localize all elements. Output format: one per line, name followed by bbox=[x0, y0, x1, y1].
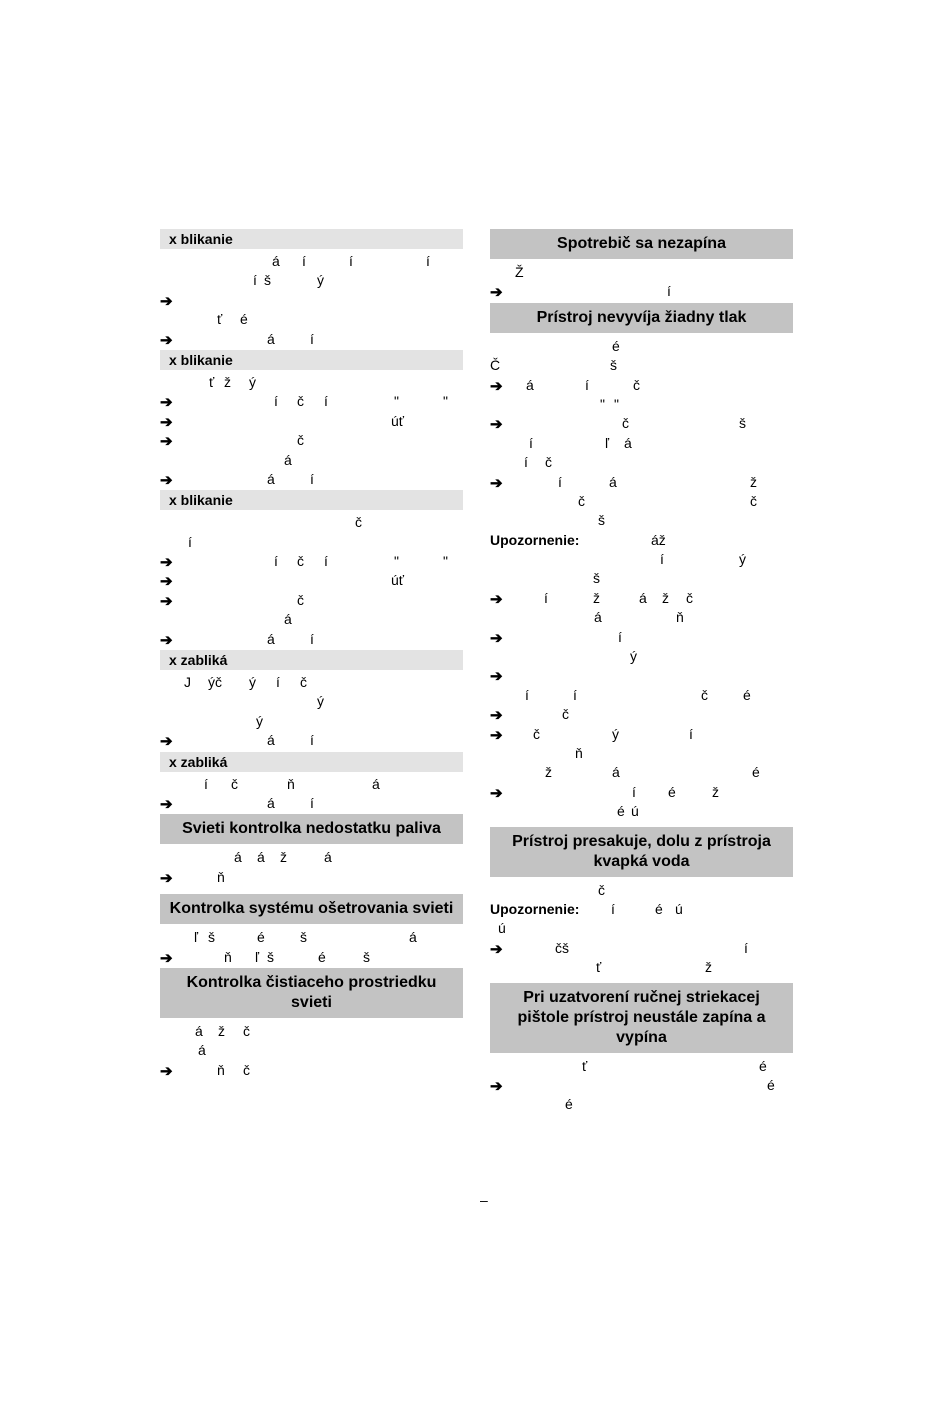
text-fragment: ň bbox=[217, 868, 225, 885]
text-fragment: í bbox=[274, 553, 278, 570]
text-line bbox=[490, 435, 793, 454]
text-fragment: á bbox=[409, 929, 417, 946]
text-fragment: í bbox=[744, 939, 748, 956]
text-fragment: č bbox=[750, 492, 757, 509]
text-fragment: č bbox=[297, 393, 304, 410]
section-heading: Kontrolka systému ošetrovania svieti bbox=[160, 894, 463, 924]
text-line bbox=[160, 611, 463, 630]
text-line bbox=[160, 393, 463, 412]
text-fragment: á bbox=[267, 732, 275, 749]
text-fragment: č bbox=[701, 686, 708, 703]
arrow-right-icon: ➔ bbox=[490, 668, 503, 686]
text-fragment: é bbox=[767, 1076, 775, 1093]
text-fragment: á bbox=[609, 473, 617, 490]
arrow-right-icon: ➔ bbox=[160, 573, 173, 591]
text-line bbox=[490, 764, 793, 783]
text-fragment: ú bbox=[498, 920, 506, 937]
arrow-right-icon: ➔ bbox=[160, 1062, 173, 1080]
text-fragment: á bbox=[624, 434, 632, 451]
section-heading: Svieti kontrolka nedostatku paliva bbox=[160, 814, 463, 844]
arrow-right-icon: ➔ bbox=[160, 795, 173, 813]
text-line bbox=[160, 572, 463, 591]
text-fragment: á bbox=[198, 1042, 206, 1059]
arrow-right-icon: ➔ bbox=[160, 554, 173, 572]
text-line bbox=[490, 1077, 793, 1096]
text-fragment: č bbox=[231, 775, 238, 792]
text-fragment: é bbox=[752, 764, 760, 781]
text-fragment: í bbox=[660, 551, 664, 568]
text-line bbox=[160, 534, 463, 553]
text-line bbox=[490, 551, 793, 570]
text-line bbox=[160, 869, 463, 888]
text-fragment: ľ bbox=[194, 929, 199, 946]
text-line bbox=[490, 357, 793, 376]
text-fragment: č bbox=[355, 514, 362, 531]
arrow-right-icon: ➔ bbox=[490, 377, 503, 395]
text-fragment: š bbox=[739, 415, 746, 432]
text-line bbox=[160, 592, 463, 611]
text-line bbox=[490, 532, 793, 551]
text-fragment: ž bbox=[662, 589, 669, 606]
text-fragment: č bbox=[633, 376, 640, 393]
text-line bbox=[490, 1058, 793, 1077]
arrow-right-icon: ➔ bbox=[160, 292, 173, 310]
text-fragment: ž bbox=[712, 783, 719, 800]
arrow-right-icon: ➔ bbox=[160, 949, 173, 967]
text-line bbox=[160, 1062, 463, 1081]
text-fragment: " bbox=[394, 393, 399, 410]
text-line bbox=[490, 882, 793, 901]
text-fragment: í bbox=[667, 283, 671, 300]
text-fragment: ý bbox=[630, 648, 637, 665]
text-line bbox=[490, 454, 793, 473]
text-fragment: úť bbox=[391, 572, 405, 589]
text-fragment: " bbox=[614, 395, 619, 412]
text-fragment: č bbox=[578, 492, 585, 509]
text-fragment: é bbox=[257, 929, 265, 946]
text-fragment: š bbox=[267, 948, 274, 965]
text-fragment: č bbox=[243, 1022, 250, 1039]
text-fragment: á bbox=[372, 775, 380, 792]
text-fragment: é bbox=[668, 783, 676, 800]
text-line bbox=[160, 949, 463, 968]
text-fragment: í bbox=[611, 900, 615, 917]
arrow-right-icon: ➔ bbox=[490, 474, 503, 492]
text-fragment: í bbox=[689, 725, 693, 742]
text-fragment: á bbox=[195, 1022, 203, 1039]
text-fragment: í bbox=[544, 589, 548, 606]
text-fragment: í bbox=[558, 473, 562, 490]
text-line bbox=[490, 648, 793, 667]
text-fragment: č bbox=[622, 415, 629, 432]
text-fragment: á bbox=[612, 764, 620, 781]
text-line bbox=[160, 631, 463, 650]
section-heading: x blikanie bbox=[160, 350, 463, 370]
text-line bbox=[160, 713, 463, 732]
text-line bbox=[160, 331, 463, 350]
text-fragment: " bbox=[443, 553, 448, 570]
arrow-right-icon: ➔ bbox=[160, 471, 173, 489]
text-fragment: š bbox=[363, 948, 370, 965]
warning-label: Upozornenie: bbox=[490, 531, 580, 548]
text-line bbox=[490, 512, 793, 531]
section-heading: x zabliká bbox=[160, 752, 463, 772]
warning-label: Upozornenie: bbox=[490, 900, 580, 917]
arrow-right-icon: ➔ bbox=[490, 1077, 503, 1095]
text-fragment: č bbox=[598, 881, 605, 898]
text-fragment: á bbox=[267, 330, 275, 347]
text-fragment: ť bbox=[217, 311, 223, 328]
text-line bbox=[160, 553, 463, 572]
text-fragment: á bbox=[267, 630, 275, 647]
text-line bbox=[160, 374, 463, 393]
text-fragment: ž bbox=[705, 959, 712, 976]
arrow-right-icon: ➔ bbox=[160, 394, 173, 412]
arrow-right-icon: ➔ bbox=[490, 416, 503, 434]
text-line bbox=[160, 471, 463, 490]
section-heading: Prístroj presakuje, dolu z prístroja kvapká voda bbox=[490, 827, 793, 877]
arrow-right-icon: ➔ bbox=[490, 284, 503, 302]
text-fragment: á bbox=[639, 589, 647, 606]
text-line bbox=[490, 338, 793, 357]
text-fragment: í bbox=[310, 470, 314, 487]
text-fragment: úť bbox=[391, 412, 405, 429]
left-column bbox=[160, 229, 463, 1081]
text-fragment: é bbox=[240, 311, 248, 328]
text-fragment: é bbox=[612, 337, 620, 354]
text-fragment: č bbox=[297, 553, 304, 570]
text-fragment: ľ bbox=[605, 434, 610, 451]
section-heading: Prístroj nevyvíja žiadny tlak bbox=[490, 303, 793, 333]
text-fragment: ý bbox=[317, 272, 324, 289]
right-column bbox=[490, 229, 793, 1116]
text-fragment: č bbox=[297, 591, 304, 608]
text-line bbox=[490, 283, 793, 302]
text-line bbox=[490, 920, 793, 939]
text-line bbox=[160, 1042, 463, 1061]
text-fragment: í bbox=[324, 393, 328, 410]
text-fragment: í bbox=[310, 794, 314, 811]
arrow-right-icon: ➔ bbox=[160, 433, 173, 451]
text-fragment: ý bbox=[249, 674, 256, 691]
text-fragment: ň bbox=[575, 744, 583, 761]
text-fragment: é bbox=[759, 1057, 767, 1074]
text-line bbox=[490, 706, 793, 725]
text-fragment: ž bbox=[545, 764, 552, 781]
text-fragment: š bbox=[264, 272, 271, 289]
text-fragment: ž bbox=[280, 849, 287, 866]
text-fragment: š bbox=[593, 570, 600, 587]
text-fragment: ž bbox=[224, 373, 231, 390]
text-line bbox=[490, 803, 793, 822]
text-line bbox=[160, 732, 463, 751]
text-line bbox=[490, 415, 793, 434]
text-fragment: ý bbox=[256, 712, 263, 729]
arrow-right-icon: ➔ bbox=[490, 784, 503, 802]
text-line bbox=[160, 514, 463, 533]
section-heading: Pri uzatvorení ručnej striekacej pištole prístroj neustále zapína a vypína bbox=[490, 983, 793, 1053]
text-fragment: í bbox=[310, 732, 314, 749]
text-fragment: á bbox=[284, 611, 292, 628]
text-line bbox=[490, 1096, 793, 1115]
text-fragment: í bbox=[529, 434, 533, 451]
section-heading: x blikanie bbox=[160, 490, 463, 510]
text-line bbox=[160, 849, 463, 868]
text-fragment: áž bbox=[651, 531, 666, 548]
text-fragment: á bbox=[234, 849, 242, 866]
text-line bbox=[490, 609, 793, 628]
text-fragment: J bbox=[184, 674, 191, 691]
arrow-right-icon: ➔ bbox=[490, 940, 503, 958]
text-line bbox=[490, 784, 793, 803]
text-fragment: ýč bbox=[208, 674, 222, 691]
text-fragment: ž bbox=[593, 589, 600, 606]
text-fragment: í bbox=[426, 253, 430, 269]
text-fragment: í bbox=[204, 775, 208, 792]
text-fragment: č bbox=[297, 432, 304, 449]
text-line bbox=[490, 667, 793, 686]
text-line bbox=[160, 795, 463, 814]
text-fragment: á bbox=[267, 794, 275, 811]
text-fragment: č bbox=[562, 706, 569, 723]
text-line bbox=[490, 959, 793, 978]
text-fragment: ť bbox=[209, 373, 215, 390]
page-footer-dash: – bbox=[480, 1192, 488, 1208]
text-fragment: é bbox=[743, 686, 751, 703]
arrow-right-icon: ➔ bbox=[490, 726, 503, 744]
text-line bbox=[160, 1023, 463, 1042]
text-line bbox=[490, 687, 793, 706]
text-line bbox=[490, 745, 793, 764]
text-fragment: í bbox=[573, 686, 577, 703]
text-fragment: á bbox=[257, 849, 265, 866]
text-fragment: í bbox=[618, 628, 622, 645]
text-fragment: á bbox=[272, 253, 280, 269]
text-line bbox=[490, 629, 793, 648]
text-line bbox=[160, 776, 463, 795]
text-fragment: š bbox=[300, 929, 307, 946]
text-fragment: í bbox=[276, 674, 280, 691]
text-line bbox=[490, 901, 793, 920]
text-fragment: ý bbox=[317, 693, 324, 710]
text-fragment: á bbox=[284, 451, 292, 468]
text-fragment: í bbox=[632, 783, 636, 800]
arrow-right-icon: ➔ bbox=[160, 331, 173, 349]
text-fragment: ť bbox=[582, 1057, 588, 1074]
text-line bbox=[160, 674, 463, 693]
text-fragment: á bbox=[267, 470, 275, 487]
text-fragment: é bbox=[565, 1096, 573, 1113]
text-fragment: ý bbox=[739, 551, 746, 568]
text-line bbox=[490, 570, 793, 589]
text-fragment: č bbox=[243, 1061, 250, 1078]
text-fragment: Ž bbox=[515, 264, 524, 280]
text-fragment: é bbox=[617, 803, 625, 820]
text-fragment: í bbox=[310, 630, 314, 647]
text-fragment: í bbox=[253, 272, 257, 289]
text-fragment: í bbox=[310, 330, 314, 347]
text-fragment: ž bbox=[750, 473, 757, 490]
text-fragment: í bbox=[188, 533, 192, 550]
text-fragment: č bbox=[545, 454, 552, 471]
text-fragment: é bbox=[655, 900, 663, 917]
section-heading: x zabliká bbox=[160, 650, 463, 670]
text-line bbox=[490, 377, 793, 396]
arrow-right-icon: ➔ bbox=[490, 629, 503, 647]
text-fragment: " bbox=[394, 553, 399, 570]
text-line bbox=[160, 311, 463, 330]
text-fragment: í bbox=[585, 376, 589, 393]
text-fragment: š bbox=[598, 512, 605, 529]
arrow-right-icon: ➔ bbox=[160, 869, 173, 887]
text-fragment: Č bbox=[490, 357, 501, 374]
text-fragment: čš bbox=[555, 939, 569, 956]
text-line bbox=[160, 272, 463, 291]
text-fragment: í bbox=[525, 686, 529, 703]
arrow-right-icon: ➔ bbox=[160, 631, 173, 649]
text-fragment: ú bbox=[675, 900, 683, 917]
text-fragment: í bbox=[274, 393, 278, 410]
text-fragment: é bbox=[318, 948, 326, 965]
text-fragment: " bbox=[600, 395, 605, 412]
arrow-right-icon: ➔ bbox=[160, 733, 173, 751]
text-line bbox=[490, 590, 793, 609]
arrow-right-icon: ➔ bbox=[490, 590, 503, 608]
text-line bbox=[490, 940, 793, 959]
text-fragment: č bbox=[533, 725, 540, 742]
text-fragment: " bbox=[443, 393, 448, 410]
text-fragment: ý bbox=[249, 373, 256, 390]
text-line bbox=[160, 413, 463, 432]
text-line bbox=[160, 292, 463, 311]
section-heading: Kontrolka čistiaceho prostriedku svieti bbox=[160, 968, 463, 1018]
text-fragment: ň bbox=[217, 1061, 225, 1078]
text-line bbox=[160, 693, 463, 712]
text-line bbox=[490, 396, 793, 415]
text-fragment: ň bbox=[224, 948, 232, 965]
arrow-right-icon: ➔ bbox=[160, 413, 173, 431]
text-fragment: ň bbox=[676, 609, 684, 626]
text-line bbox=[160, 253, 463, 272]
text-fragment: í bbox=[524, 454, 528, 471]
text-line bbox=[490, 264, 793, 283]
text-fragment: č bbox=[300, 674, 307, 691]
text-fragment: ť bbox=[596, 959, 602, 976]
text-fragment: č bbox=[686, 589, 693, 606]
arrow-right-icon: ➔ bbox=[160, 592, 173, 610]
section-heading: Spotrebič sa nezapína bbox=[490, 229, 793, 259]
text-line bbox=[160, 929, 463, 948]
text-fragment: ľ bbox=[255, 948, 260, 965]
text-fragment: á bbox=[526, 376, 534, 393]
text-fragment: š bbox=[208, 929, 215, 946]
text-fragment: í bbox=[324, 553, 328, 570]
text-fragment: í bbox=[302, 253, 306, 269]
text-fragment: š bbox=[610, 357, 617, 374]
text-fragment: ý bbox=[612, 725, 619, 742]
text-fragment: á bbox=[594, 609, 602, 626]
text-line bbox=[160, 432, 463, 451]
text-line bbox=[490, 474, 793, 493]
text-line bbox=[160, 452, 463, 471]
text-line bbox=[490, 493, 793, 512]
text-fragment: ž bbox=[218, 1022, 225, 1039]
section-heading: x blikanie bbox=[160, 229, 463, 249]
text-fragment: á bbox=[324, 849, 332, 866]
text-fragment: í bbox=[349, 253, 353, 269]
text-fragment: ň bbox=[287, 775, 295, 792]
arrow-right-icon: ➔ bbox=[490, 707, 503, 725]
text-fragment: ú bbox=[631, 803, 639, 820]
text-line bbox=[490, 726, 793, 745]
